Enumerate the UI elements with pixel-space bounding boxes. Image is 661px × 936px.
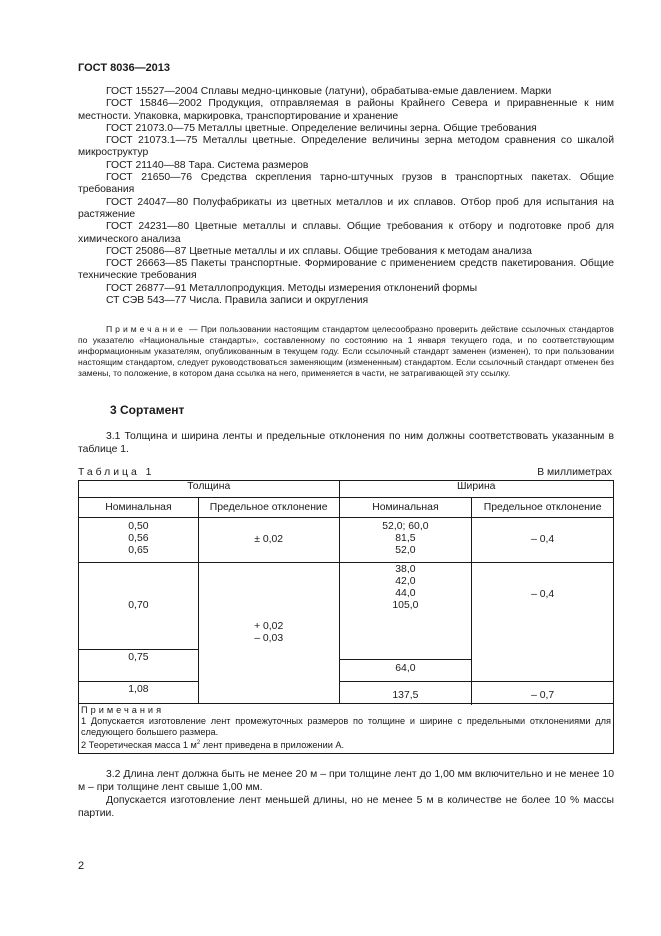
cell-thickness-deviation: + 0,02 – 0,03	[198, 563, 339, 704]
header-thickness-nominal: Номинальная	[79, 498, 199, 518]
reference-item: ГОСТ 21073.1—75 Металлы цветные. Определение величины зерна методом сравнения со шкалой микроструктур	[78, 135, 614, 159]
header-thickness: Толщина	[79, 481, 340, 498]
cell-width-nominal: 38,0 42,0 44,0 105,0	[339, 563, 472, 660]
reference-item: ГОСТ 21140—88 Тара. Система размеров	[106, 159, 309, 171]
paragraph-text: 3.2 Длина лент должна быть не менее 20 м – при толщине лент до 1,00 мм включительно и не менее 10 м – при толщине лент свыше 1,00 мм.	[78, 769, 614, 793]
cell-thickness-nominal: 0,75	[79, 650, 199, 682]
cell-width-nominal: 137,5	[339, 682, 472, 704]
cell-thickness-deviation: ± 0,02	[198, 518, 339, 563]
paragraph-text: Допускается изготовление лент меньшей длины, но не менее 5 м в количестве не более 10 % массы партии.	[78, 795, 614, 819]
reference-item: ГОСТ 21073.0—75 Металлы цветные. Определение величины зерна. Общие требования	[106, 122, 537, 134]
cell-thickness-nominal: 1,08	[79, 682, 199, 704]
reference-item: СТ СЭВ 543—77 Числа. Правила записи и округления	[106, 295, 369, 307]
header-thickness-deviation: Предельное отклонение	[198, 498, 339, 518]
reference-item: ГОСТ 26663—85 Пакеты транспортные. Формирование с применением средств пакетирования. Общие технические требования	[78, 258, 614, 282]
reference-item: ГОСТ 21650—76 Средства скрепления тарно-штучных грузов в транспортных пакетах. Общие требования	[78, 172, 614, 196]
table-note-2: 2 Теоретическая масса 1 $м^2$ лент приведена в приложении А.	[81, 740, 345, 751]
cell-width-nominal: 64,0	[339, 660, 472, 682]
paragraph-3-1	[78, 430, 614, 456]
reference-item: ГОСТ 26877—91 Металлопродукция. Методы измерения отклонений формы	[106, 282, 478, 294]
cell-width-nominal: 52,0; 60,0 81,5 52,0	[339, 518, 472, 563]
section-title: 3 Сортамент	[110, 403, 185, 417]
header-width-deviation: Предельное отклонение	[472, 498, 614, 518]
table-unit: В миллиметрах	[537, 467, 612, 478]
table-caption: Таблица 1	[78, 467, 155, 478]
reference-item: ГОСТ 24231—80 Цветные металлы и сплавы. Общие требования к отбору и подготовке проб для химического анализа	[78, 221, 614, 245]
reference-item: ГОСТ 15527—2004 Сплавы медно-цинковые (латуни), обрабатыва-емые давлением. Марки	[106, 86, 552, 97]
header-width-nominal: Номинальная	[339, 498, 472, 518]
document-header: ГОСТ 8036—2013	[78, 62, 171, 74]
note-label: Примечание	[106, 324, 186, 334]
table-notes-title: Примечания	[81, 705, 165, 715]
reference-item: ГОСТ 15846—2002 Продукция, отправляемая в районы Крайнего Севера и приравненные к ним местности. Упаковка, маркировка, транспортирование и хранение	[78, 98, 614, 122]
cell-width-deviation: – 0,4	[472, 563, 614, 682]
paragraph-text: 3.1 Толщина и ширина ленты и предельные отклонения по ним должны соответствовать указанным в таблице 1.	[78, 431, 614, 455]
cell-thickness-nominal: 0,70	[79, 563, 199, 650]
normative-references-list	[78, 86, 614, 307]
cell-width-deviation: – 0,4	[472, 518, 614, 563]
note-text: — При пользовании настоящим стандартом целесообразно проверить действие ссылочных стандартов по указателю «Национальные стандарты», составленному по состоянию на 1 января текущего года, и по соответствующим информационным указателям, опубликованным в текущем году. Если ссылочный стандарт заменен (изменен), то при пользовании настоящим стандартом, следует руководствоваться заменяющим (измененным) стандартом. Если ссылочный стандарт отменен без замены, то положение, в котором дана ссылка на него, применяется в части, не затрагивающей эту ссылку.	[78, 324, 614, 378]
header-width: Ширина	[339, 481, 613, 498]
reference-item: ГОСТ 24047—80 Полуфабрикаты из цветных металлов и их сплавов. Отбор проб для испытания на растяжение	[78, 196, 614, 220]
references-note	[78, 324, 614, 379]
page-number: 2	[78, 860, 85, 872]
cell-width-deviation: – 0,7	[472, 682, 614, 704]
paragraph-3-2	[78, 768, 614, 820]
table-notes	[79, 704, 614, 754]
table-note-1: 1 Допускается изготовление лент промежуточных размеров по толщине и ширине с предельными отклонениями для следующего большего размера.	[81, 716, 611, 737]
dimensions-table	[78, 480, 614, 754]
cell-thickness-nominal: 0,50 0,56 0,65	[79, 518, 199, 563]
reference-item: ГОСТ 25086—87 Цветные металлы и их сплавы. Общие требования к методам анализа	[106, 245, 532, 257]
